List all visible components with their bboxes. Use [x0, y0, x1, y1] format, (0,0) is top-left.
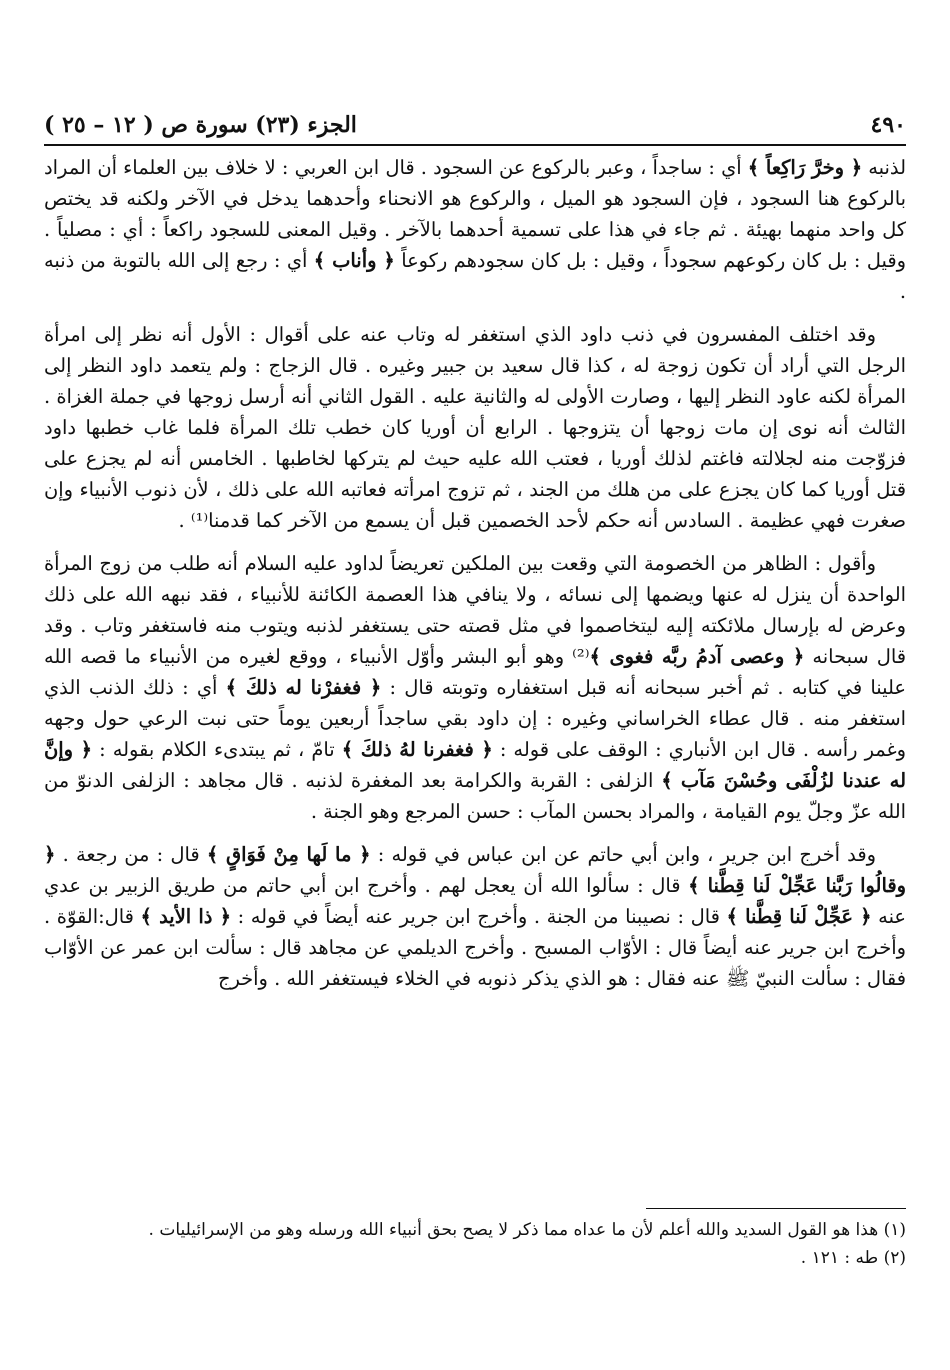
text-run: أي : رجع إلى الله بالتوبة من ذنبه . — [44, 249, 906, 303]
main-text — [44, 152, 906, 1006]
text-run: قال : نصيبنا من الجنة . وأخرج ابن جرير عنه أيضاً في قوله : — [230, 905, 727, 928]
quran-quote: ﴿ وخرَّ رَاكِعاً ﴾ — [747, 156, 863, 179]
text-run: قال:القوّة . وأخرج ابن جرير عنه أيضاً قال : الأوّاب المسبح . وأخرج الديلمي عن مجاهد قال : سألت ابن عمر عن الأوّاب فقال : سألت النبيّ ﷺ عنه فقال : هو الذي يذكر ذنوبه في الخلاء فيستغفر الله . وأخرج — [44, 905, 906, 990]
text-run: لذنبه — [862, 156, 906, 179]
running-title: الجزء (٢٣) سورة ص ( ١٢ – ٢٥ ) — [44, 112, 357, 138]
text-run: الزلفى : القربة والكرامة بعد المغفرة لذنبه . قال مجاهد : الزلفى الدنوّ من الله عزّ وجلّ يوم القيامة ، والمراد بحسن المآب : حسن المرجع وهو الجنة . — [44, 769, 906, 823]
footnote-rule — [646, 1208, 906, 1209]
text-run: ⁽²⁾ وهو أبو البشر وأوّل الأنبياء ، ووقع لغيره من الأنبياء ما قصه الله علينا في كتابه . ثم أخبر سبحانه أنه قبل استغفاره وتوبته قال : — [44, 645, 906, 699]
page-header — [44, 104, 906, 138]
quran-quote: ﴿ وإنَّ له عندنا لزُلْفَى وحُسْنَ مَآب ﴾ — [44, 738, 906, 792]
quran-quote: ﴿ عَجِّلْ لَنا قِطَّنا ﴾ — [726, 905, 872, 928]
text-run: وقد اختلف المفسرون في ذنب داود الذي استغفر له وتاب عنه على أقوال : الأول أنه نظر إلى امرأة الرجل التي أراد أن تكون زوجة له ، كذا قال سعيد بن جبير وغيره . قال الزجاج : ولم يتعمد داود النظر إلى المرأة لكنه عاود النظر إليها ، وصارت الأولى له والثانية عليه . القول الثاني أنه أرسل زوجها في جملة الغزاة . الثالث أنه نوى إن مات زوجها أن يتزوجها . الرابع أن أوريا كان خطب تلك المرأة فلما غاب خطبها داود فزوّجت منه لجلالته فاغتم لذلك أوريا ، فعتب الله عليه حيث لم يتركها لخاطبها . الخامس أنه لم يجزع على قتل أوريا كما كان يجزع على من هلك من الجند ، ثم تزوج امرأته فعاتبه الله على ذلك ، لأن ذنوب الأنبياء وإن صغرت فهي عظيمة . السادس أنه حكم لأحد الخصمين قبل أن يسمع من الآخر كما قدمنا⁽¹⁾ . — [44, 323, 906, 532]
paragraph-2 — [44, 319, 906, 536]
header-rule — [44, 144, 906, 146]
paragraph-4 — [44, 839, 906, 994]
text-run: قال : سألوا الله أن يعجل لهم . وأخرج ابن أبي حاتم من طريق الزبير بن عدي عنه — [44, 874, 907, 928]
quran-quote: ﴿ فغفرْنا له ذلكَ ﴾ — [225, 676, 382, 699]
text-run: وقد أخرج ابن جرير ، وابن أبي حاتم عن ابن عباس في قوله : — [370, 843, 876, 866]
text-run: قال : من رجعة . — [55, 843, 207, 866]
text-run: أي : ذلك الذنب الذي استغفر منه . قال عطاء الخراساني وغيره : إن داود بقي ساجداً أربعين يوماً حتى نبت الرعي حول وجهه وغمر رأسه . قال ابن الأنباري : الوقف على قوله : — [44, 676, 906, 761]
text-run: وأقول : الظاهر من الخصومة التي وقعت بين الملكين تعريضاً لداود عليه السلام أنه طلب من زوج المرأة الواحدة أن ينزل له عنها ويضمها إلى نسائه ، ولا ينافي هذا العصمة الكائنة للأنبياء ، فقد نبهه الله على ذلك وعرض له بإرسال ملائكته إليه ليتخاصموا في مثل قصته حتى يستغفر لذنبه ويتوب منه فاستغفر وتاب . وقد قال سبحانه — [44, 552, 906, 668]
footnote-2: (٢) طه : ١٢١ . — [800, 1248, 906, 1268]
quran-quote: ﴿ ما لَها مِنْ فَوَاقٍ ﴾ — [206, 843, 371, 866]
quran-quote: ﴿ وعصى آدمُ ربَّه فغوى ﴾ — [589, 645, 805, 668]
quran-quote: ﴿ وأناب ﴾ — [313, 249, 395, 272]
footnote-1: (١) هذا هو القول السديد والله أعلم لأن ما عداه مما ذكر لا يصح بحق أنبياء الله ورسله وهو من الإسرائيليات . — [148, 1220, 906, 1240]
quran-quote: ﴿ وقالُوا رَبَّنا عَجِّلْ لَنا قِطَّنا ﴾ — [44, 843, 906, 897]
text-run: تامّ ، ثم يبتدىء الكلام بقوله : — [92, 738, 342, 761]
page-number: ٤٩٠ — [870, 112, 906, 138]
paragraph-1 — [44, 152, 906, 307]
text-run: أي : ساجداً ، وعبر بالركوع عن السجود . قال ابن العربي : لا خلاف بين العلماء أن المراد بالركوع هنا السجود ، فإن السجود هو الميل ، والركوع هو الانحناء وأحدهما يدخل في الآخر ولكنه قد يختص كل واحد منهما بهيئة . ثم جاء في هذا على تسمية أحدهما بالآخر . وقيل المعنى للسجود راكعاً : أي : مصلياً . وقيل : بل كان ركوعهم سجوداً ، وقيل : بل كان سجودهم ركوعاً — [44, 156, 906, 272]
footnotes — [44, 1216, 906, 1272]
quran-quote: ﴿ ذا الأيد ﴾ — [140, 905, 231, 928]
quran-quote: ﴿ فغفرنا لهُ ذلكَ ﴾ — [341, 738, 493, 761]
paragraph-3 — [44, 548, 906, 827]
